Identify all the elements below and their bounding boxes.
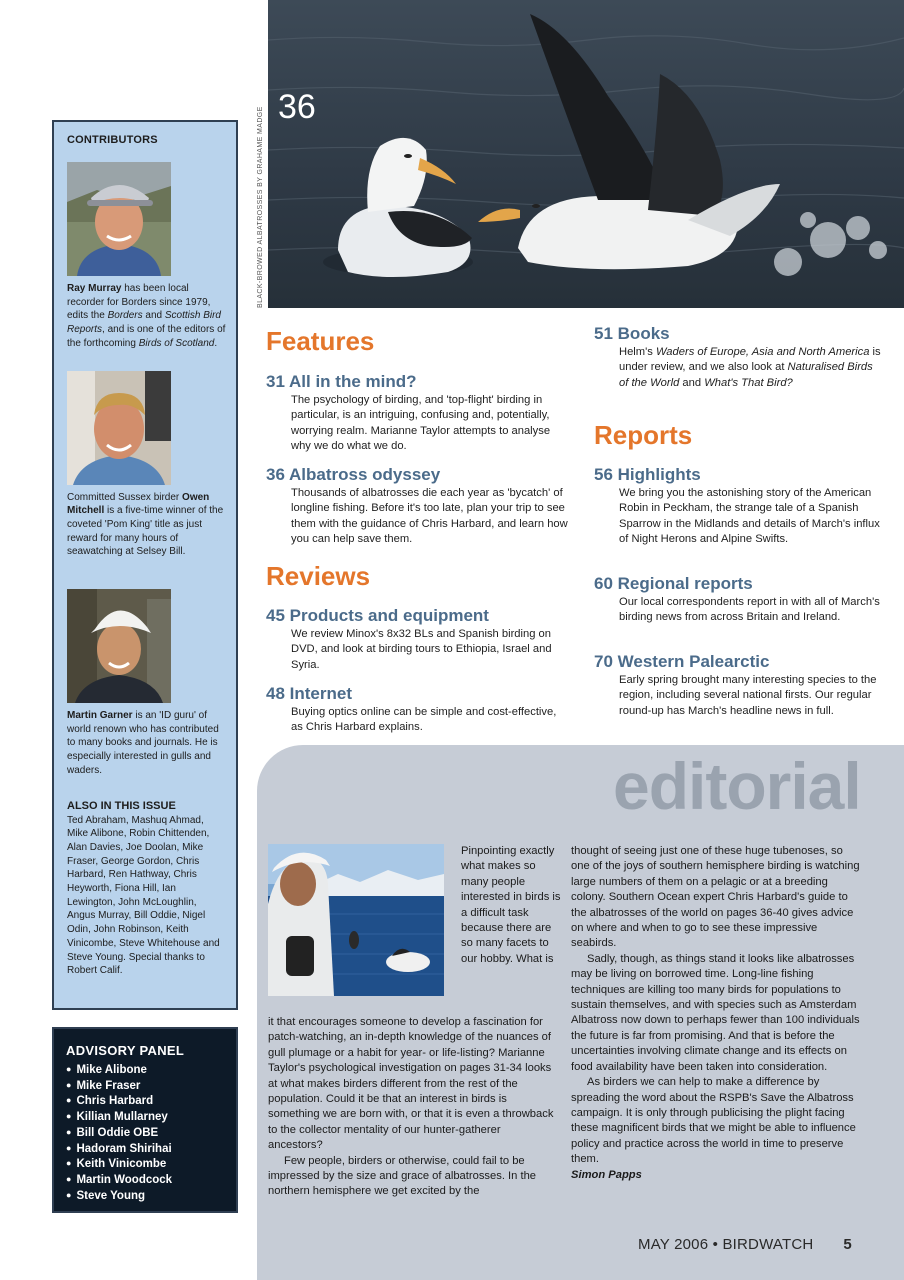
advisory-member: ● Killian Mullarney <box>66 1110 226 1126</box>
contents-item-desc: Helm's Waders of Europe, Asia and North America is under review, and we also look at Naturalised Birds of the World and What's That Bird? <box>619 346 881 389</box>
editorial-col-a-top: Pinpointing exactly what makes so many people interested in birds is a difficult task because there are so many facets to our hobby. What is <box>461 845 561 965</box>
advisory-member: ● Steve Young <box>66 1189 226 1205</box>
contents-item-desc: Thousands of albatrosses die each year as 'bycatch' of longline fishing. Before it's too late, plan your trip to see them with the guidance of Chris Harbard, and learn how you can help save them. <box>291 487 568 546</box>
features-heading: Features <box>266 326 375 356</box>
contents-item-desc: We bring you the astonishing story of the American Robin in Peckham, the strange tale of a Spanish Sparrow in the Midlands and details of March's influx of Night Herons and Alpine Swifts. <box>619 487 880 546</box>
contents-item-books[interactable] <box>594 324 884 391</box>
advisory-member: ● Keith Vinicombe <box>66 1157 226 1173</box>
contents-item-western-palearctic[interactable] <box>594 652 884 719</box>
contributor-bio-owen-mitchell: Committed Sussex birder Owen Mitchell is a five-time winner of the coveted 'Pom King' title as just reward for many hours of seawatching at Selsey Bill. <box>67 491 224 558</box>
reports-heading: Reports <box>594 420 693 450</box>
editorial-signature: Simon Papps <box>571 1168 642 1181</box>
also-in-issue-list: Ted Abraham, Mashuq Ahmad, Mike Alibone, Robin Chittenden, Alan Davies, Joe Doolan, Mike Fraser, George Gordon, Chris Harbard, Ren Hathway, Chris Heyworth, Fiona Hill, Ian Lewington, John McLoughlin, Angus Murray, Bill Oddie, Nigel Odin, John Robinson, Keith Vinicombe, Steve Whitehouse and Steve Young. Special thanks to Robert Calif. <box>67 814 220 977</box>
advisory-member: ● Bill Oddie OBE <box>66 1126 226 1142</box>
contents-item-title: 48 Internet <box>266 684 352 703</box>
issue-date: MAY 2006 • BIRDWATCH <box>638 1236 814 1253</box>
contents-item-desc: Buying optics online can be simple and cost-effective, as Chris Harbard explains. <box>291 706 557 734</box>
contributor-photo-owen-mitchell <box>67 371 171 485</box>
advisory-members <box>66 1063 226 1204</box>
advisory-heading: ADVISORY PANEL <box>66 1043 185 1058</box>
contents-item-desc: The psychology of birding, and 'top-flight' birding in particular, is an intriguing, confusing and, potentially, worrying realm. Marianne Taylor attempts to analyse why we do what we do. <box>291 394 551 453</box>
page-footer <box>638 1236 852 1253</box>
reviews-heading: Reviews <box>266 561 371 591</box>
photo-credit: BLACK-BROWED ALBATROSSES BY GRAHAME MADGE <box>257 106 264 308</box>
contents-item-title: 60 Regional reports <box>594 574 753 593</box>
contributor-photo-ray-murray <box>67 162 171 276</box>
editorial-col-a-bottom: it that encourages someone to develop a fascination for patch-watching, an in-depth knowledge of the nuances of gull plumage or a habit for year- or life-listing? Marianne Taylor's psychological investigation on pages 31-34 looks at what makes birders different from the rest of the population. Could it be that an interest in birds is something we are born with, or that it is even a throwback to the collector mentality of our hunter-gatherer ancestors? Few people, birders or otherwise, could fail to be impressed by the size and grace of albatrosses. In the northern hemisphere we get excited by the <box>268 1016 554 1198</box>
contents-item-regional-reports[interactable] <box>594 574 884 626</box>
advisory-panel <box>52 1027 238 1213</box>
contents-item-title: 36 Albatross odyssey <box>266 465 441 484</box>
editor-photo <box>268 844 444 996</box>
contents-item-title: 45 Products and equipment <box>266 606 489 625</box>
advisory-member: ● Mike Fraser <box>66 1079 226 1095</box>
feature-page-number: 36 <box>278 88 316 126</box>
advisory-member: ● Hadoram Shirihai <box>66 1142 226 1158</box>
contents-item-products-equipment[interactable] <box>266 606 566 673</box>
contributors-panel <box>52 120 238 1010</box>
also-in-issue-heading: ALSO IN THIS ISSUE <box>67 799 176 812</box>
advisory-member: ● Chris Harbard <box>66 1094 226 1110</box>
contributor-photo-martin-garner <box>67 589 171 703</box>
contributors-heading: CONTRIBUTORS <box>67 134 158 146</box>
page-number: 5 <box>843 1236 852 1253</box>
contributor-bio-martin-garner: Martin Garner is an 'ID guru' of world renown who has contributed to many books and journals. He is especially interested in gulls and waders. <box>67 710 219 776</box>
contents-item-desc: Our local correspondents report in with all of March's birding news from across Britain and Ireland. <box>619 596 880 624</box>
contents-item-desc: We review Minox's 8x32 BLs and Spanish birding on DVD, and look at birding tours to Ethiopia, Israel and Syria. <box>291 628 552 671</box>
editorial-heading: editorial <box>613 749 861 823</box>
contents-item-title: 51 Books <box>594 324 670 343</box>
editorial-col-b: thought of seeing just one of these huge tubenoses, so one of the joys of southern hemisphere birding is watching large numbers of them on a pelagic or at a breeding colony. Southern Ocean expert Chris Harbard's guide to the albatrosses of the world on pages 36-40 gives advice on where and when to go to see these impressive seabirds. Sadly, though, as things stand it looks like albatrosses may be living on borrowed time. Long-line fishing techniques are killing too many birds for populations to sustain themselves, and with species such as Amsterdam Albatross now down to perhaps fewer than 100 individuals the future is far from promising. And that is before the uncertainties involving climate change and its effects on food availability have been taken into consideration. As birders we can help to make a difference by spreading the word about the RSPB's Save the Albatross campaign. It is only through publicising the plight facing these magnificent birds that we might be able to influence policy and practice across the world in time to preserve them. Simon Papps <box>571 844 861 1183</box>
contents-item-title: 31 All in the mind? <box>266 372 417 391</box>
contents-item-title: 70 Western Palearctic <box>594 652 770 671</box>
contents-item-albatross-odyssey[interactable] <box>266 465 572 548</box>
contents-item-internet[interactable] <box>266 684 566 736</box>
contents-item-desc: Early spring brought many interesting species to the region, including several national firsts. Our regular round-up has March's headline news in full. <box>619 674 877 717</box>
albatross-hero-photo <box>268 0 904 308</box>
contents-item-title: 56 Highlights <box>594 465 701 484</box>
contents-item-all-in-the-mind[interactable] <box>266 372 566 455</box>
contributor-bio-ray-murray: Ray Murray has been local recorder for Borders since 1979, edits the Borders and Scottish Bird Reports, and is one of the editors of the forthcoming Birds of Scotland. <box>67 283 226 349</box>
advisory-member: ● Mike Alibone <box>66 1063 226 1079</box>
advisory-member: ● Martin Woodcock <box>66 1173 226 1189</box>
contents-item-highlights[interactable] <box>594 465 884 548</box>
